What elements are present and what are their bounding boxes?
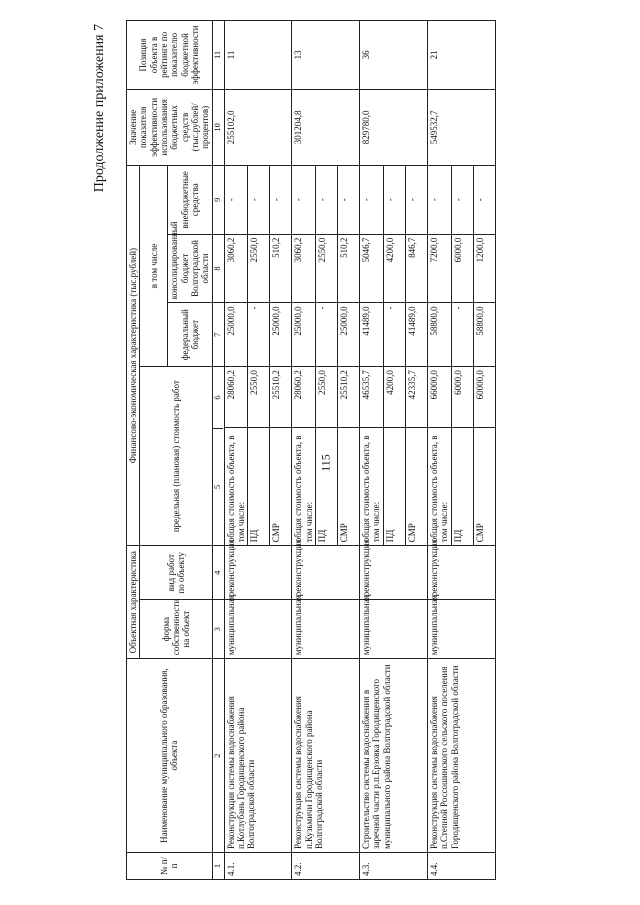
col-number: 6 — [211, 395, 222, 400]
regional-budget-value: 6000,0 — [451, 234, 473, 303]
header-position: Позиция объекта в рейтинге по показателю бюджетной эффективности — [127, 21, 213, 90]
rating-position: 13 — [292, 21, 360, 90]
header-num: № п/п — [127, 853, 213, 880]
federal-budget-value: 25000,0 — [270, 303, 292, 367]
regional-budget-value: 5046,7 — [360, 234, 384, 303]
federal-budget-value: - — [316, 303, 338, 367]
extra-budget-value: - — [405, 165, 427, 234]
cost-line-label: ПД — [383, 428, 405, 546]
table-row — [360, 21, 384, 880]
federal-budget-value: 58800,0 — [427, 303, 451, 367]
cost-total: 25510,2 — [338, 367, 360, 428]
cost-line-label: общая стоимость объекта, в том числе: — [224, 428, 248, 546]
col-number: 4 — [212, 546, 224, 600]
page-number: 115 — [318, 454, 333, 472]
federal-budget-value: 25000,0 — [292, 303, 316, 367]
cost-total: 28060,2 — [224, 367, 248, 428]
header-max-cost: предельная (плановая) стоимость работ — [140, 367, 212, 546]
rotated-page — [90, 20, 560, 880]
header-name: Наименование муниципального образования, объекта — [127, 659, 213, 853]
row-number: 4.3. — [360, 853, 428, 880]
object-name: Реконструкция системы водоснабжения п.Кузьмичи Городищенского района Волгоградской области — [292, 659, 360, 853]
col-number: 8 — [212, 234, 224, 303]
cost-total: 60000,0 — [473, 367, 495, 428]
header-extra: внебюджетные средства — [168, 165, 212, 234]
extra-budget-value: - — [224, 165, 248, 234]
cost-total: 46535,7 — [360, 367, 384, 428]
col-number: 10 — [212, 89, 224, 165]
cost-total: 6000,0 — [451, 367, 473, 428]
header-financial-characteristic: Финансово-экономическая характеристика (тыс.рублей) — [127, 165, 140, 545]
federal-budget-value: 58800,0 — [473, 303, 495, 367]
work-type: реконструкция — [224, 546, 292, 600]
ownership-form: муниципальная — [224, 600, 292, 659]
cost-total: 66000,0 — [427, 367, 451, 428]
cost-total: 25510,2 — [270, 367, 292, 428]
efficiency-indicator: 549532,7 — [427, 89, 495, 165]
federal-budget-value: 41489,0 — [360, 303, 384, 367]
cost-total: 2550,0 — [316, 367, 338, 428]
object-name: Строительство системы водоснабжения в заречной части р.п.Ерзовка Городищенского муниципального района Волгоградской области — [360, 659, 428, 853]
federal-budget-value: 41489,0 — [405, 303, 427, 367]
extra-budget-value: - — [473, 165, 495, 234]
object-name: Реконструкция системы водоснабжения п.Котлубань Городищенского района Волгоградской области — [224, 659, 292, 853]
extra-budget-value: - — [451, 165, 473, 234]
work-type: реконструкция — [360, 546, 428, 600]
object-name: Реконструкция системы водоснабжения п.Степной Россошинского сельского поселения Городищенского района Волгоградской области — [427, 659, 495, 853]
header-incl: в том числе — [140, 165, 168, 366]
table-row — [427, 21, 451, 880]
extra-budget-value: - — [248, 165, 270, 234]
regional-budget-value: 7200,0 — [427, 234, 451, 303]
federal-budget-value: - — [383, 303, 405, 367]
row-number: 4.2. — [292, 853, 360, 880]
header-ownership: форма собственности на объект — [140, 600, 212, 659]
extra-budget-value: - — [292, 165, 316, 234]
extra-budget-value: - — [427, 165, 451, 234]
ownership-form: муниципальная — [360, 600, 428, 659]
cost-line-label: общая стоимость объекта, в том числе: — [427, 428, 451, 546]
col-number: 1 — [212, 853, 224, 880]
header-regional: консолидированный бюджет Волгоградской области — [168, 234, 212, 303]
row-number: 4.1. — [224, 853, 292, 880]
column-number-row — [212, 21, 224, 880]
cost-line-label: СМР — [270, 428, 292, 546]
cost-total: 2550,0 — [248, 367, 270, 428]
federal-budget-value: - — [248, 303, 270, 367]
extra-budget-value: - — [338, 165, 360, 234]
header-object-characteristic: Объектная характеристика — [127, 546, 140, 659]
row-number: 4.4. — [427, 853, 495, 880]
cost-line-label: ПД — [316, 428, 338, 546]
financing-table — [126, 20, 496, 880]
rating-position: 21 — [427, 21, 495, 90]
ownership-form: муниципальная — [427, 600, 495, 659]
table-body — [212, 21, 495, 880]
table-row — [224, 21, 248, 880]
federal-budget-value: 25000,0 — [224, 303, 248, 367]
efficiency-indicator: 255102,0 — [224, 89, 292, 165]
extra-budget-value: - — [360, 165, 384, 234]
rating-position: 36 — [360, 21, 428, 90]
col-number: 9 — [212, 165, 224, 234]
extra-budget-value: - — [383, 165, 405, 234]
regional-budget-value: 3060,2 — [224, 234, 248, 303]
regional-budget-value: 2550,0 — [248, 234, 270, 303]
regional-budget-value: 510,2 — [338, 234, 360, 303]
extra-budget-value: - — [316, 165, 338, 234]
cost-line-label: общая стоимость объекта, в том числе: — [360, 428, 384, 546]
rating-position: 11 — [224, 21, 292, 90]
header-indicator: Значение показателя эффективности использования бюджетных средств (тыс.рублей/процентов) — [127, 89, 213, 165]
cost-total: 42335,7 — [405, 367, 427, 428]
cost-line-label: СМР — [338, 428, 360, 546]
cost-total: 28060,2 — [292, 367, 316, 428]
table-row — [292, 21, 316, 880]
regional-budget-value: 4200,0 — [383, 234, 405, 303]
work-type: реконструкция — [292, 546, 360, 600]
cost-line-label: СМР — [405, 428, 427, 546]
efficiency-indicator: 301204,8 — [292, 89, 360, 165]
work-type: реконструкция — [427, 546, 495, 600]
federal-budget-value: - — [451, 303, 473, 367]
regional-budget-value: 2550,0 — [316, 234, 338, 303]
col-number: 11 — [212, 21, 224, 90]
cost-line-label: ПД — [248, 428, 270, 546]
header-worktype: вид работ по объекту — [140, 546, 212, 600]
extra-budget-value: - — [270, 165, 292, 234]
col-number: 5 — [213, 428, 223, 545]
continuation-title: Продолжение приложения 7 — [92, 24, 107, 193]
col-number: 2 — [212, 659, 224, 853]
cost-total: 4200,0 — [383, 367, 405, 428]
cost-line-label: общая стоимость объекта, в том числе: — [292, 428, 316, 546]
col-number: 3 — [212, 600, 224, 659]
regional-budget-value: 1200,0 — [473, 234, 495, 303]
col-number: 7 — [212, 303, 224, 367]
efficiency-indicator: 829780,0 — [360, 89, 428, 165]
ownership-form: муниципальная — [292, 600, 360, 659]
cost-line-label: СМР — [473, 428, 495, 546]
federal-budget-value: 25000,0 — [338, 303, 360, 367]
regional-budget-value: 510,2 — [270, 234, 292, 303]
header-federal: федеральный бюджет — [168, 303, 212, 367]
cost-line-label: ПД — [451, 428, 473, 546]
regional-budget-value: 3060,2 — [292, 234, 316, 303]
regional-budget-value: 846,7 — [405, 234, 427, 303]
